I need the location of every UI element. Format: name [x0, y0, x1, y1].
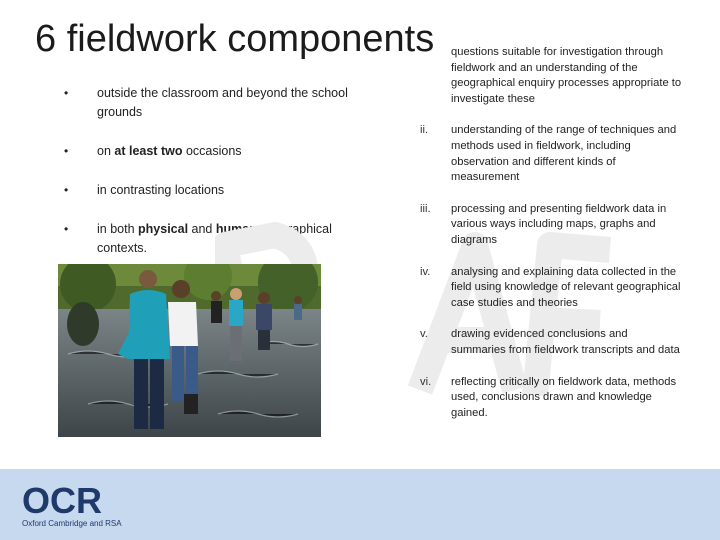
bullet-item: [64, 84, 354, 122]
bullet-text: in contrasting locations: [97, 183, 225, 197]
step-item: [420, 123, 682, 185]
step-item: [420, 265, 682, 312]
bullet-dot: •: [64, 144, 69, 158]
step-number: vi.: [420, 375, 432, 388]
bullet-item: [64, 181, 354, 200]
step-number: iii.: [420, 202, 431, 215]
photo-illustration: [58, 264, 321, 437]
step-item: [420, 375, 682, 422]
step-item: [420, 202, 682, 249]
step-text: reflecting critically on fieldwork data, methods used, conclusions drawn and knowledge gained.: [451, 375, 677, 419]
step-number: v.: [420, 328, 428, 341]
step-number: iv.: [420, 265, 431, 278]
ocr-logo-subtext: Oxford Cambridge and RSA: [22, 519, 122, 528]
step-text: questions suitable for investigation through fieldwork and an understanding of the geographical enquiry processes appropriate to investigate these: [451, 46, 682, 105]
bullet-item: [64, 142, 354, 161]
step-number: ii.: [420, 124, 429, 137]
step-text: drawing evidenced conclusions and summaries from fieldwork transcripts and data: [451, 328, 680, 356]
step-text: processing and presenting fieldwork data in various ways including maps, graphs and diagrams: [451, 202, 667, 246]
step-number: [420, 45, 451, 107]
slide-title: 6 fieldwork components: [35, 18, 435, 60]
students-in-river-photo: [58, 264, 321, 437]
bullet-dot: •: [64, 86, 69, 100]
bullet-dot: •: [64, 183, 69, 197]
bullet-dot: •: [64, 222, 69, 236]
bullet-text: outside the classroom and beyond the school grounds: [97, 86, 348, 119]
step-text: analysing and explaining data collected in the field using knowledge of relevant geographical case studies and theories: [451, 265, 681, 309]
bullet-text: in both physical and human geographical contexts.: [97, 222, 332, 255]
step-text: understanding of the range of techniques and methods used in fieldwork, including observation and different kinds of measurement: [451, 124, 677, 184]
bullet-text: on at least two occasions: [97, 144, 242, 158]
step-item: [420, 45, 682, 107]
fieldwork-skills-list: [420, 45, 682, 421]
step-item: [420, 327, 682, 358]
ocr-logo-text: OCR: [22, 483, 102, 521]
